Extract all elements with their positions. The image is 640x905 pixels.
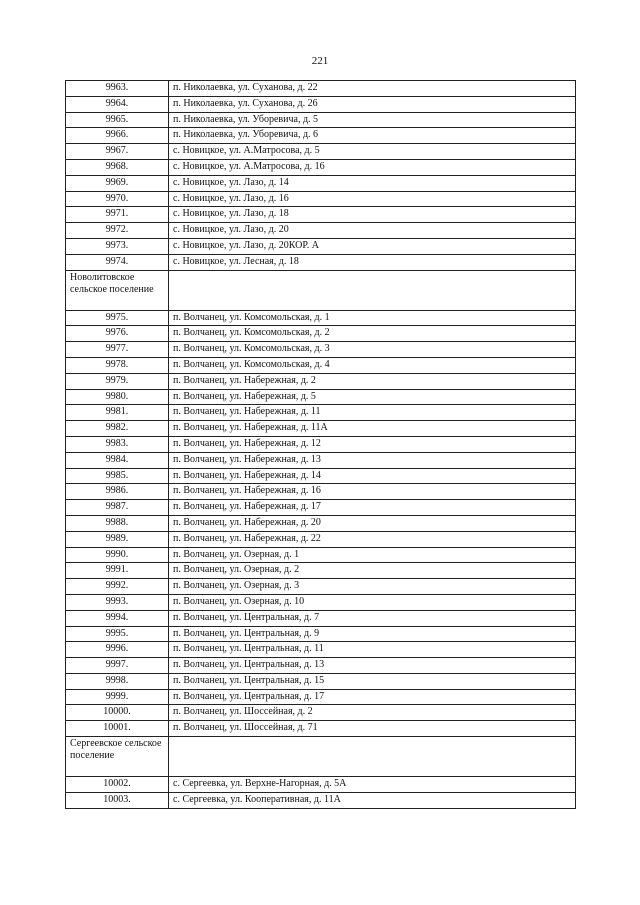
row-number: 9989. bbox=[66, 531, 169, 547]
row-address: п. Волчанец, ул. Набережная, д. 13 bbox=[169, 452, 576, 468]
table-row bbox=[66, 626, 576, 642]
table-row bbox=[66, 547, 576, 563]
row-address: п. Волчанец, ул. Комсомольская, д. 1 bbox=[169, 310, 576, 326]
row-number: 9971. bbox=[66, 207, 169, 223]
row-address: п. Волчанец, ул. Набережная, д. 11А bbox=[169, 421, 576, 437]
row-number: 9983. bbox=[66, 436, 169, 452]
row-address: п. Волчанец, ул. Озерная, д. 10 bbox=[169, 594, 576, 610]
table-row bbox=[66, 81, 576, 97]
row-number: 9981. bbox=[66, 405, 169, 421]
section-empty-cell bbox=[169, 737, 576, 777]
table-row bbox=[66, 254, 576, 270]
row-address: п. Николаевка, ул. Уборевича, д. 6 bbox=[169, 128, 576, 144]
row-address: с. Новицкое, ул. Лесная, д. 18 bbox=[169, 254, 576, 270]
table-row bbox=[66, 112, 576, 128]
row-address: п. Волчанец, ул. Центральная, д. 13 bbox=[169, 658, 576, 674]
table-row bbox=[66, 357, 576, 373]
table-row bbox=[66, 484, 576, 500]
row-number: 9990. bbox=[66, 547, 169, 563]
row-number: 10003. bbox=[66, 792, 169, 808]
row-address: с. Сергеевка, ул. Верхне-Нагорная, д. 5А bbox=[169, 777, 576, 793]
row-number: 9968. bbox=[66, 159, 169, 175]
row-address: п. Волчанец, ул. Набережная, д. 2 bbox=[169, 373, 576, 389]
table-row bbox=[66, 223, 576, 239]
table-row bbox=[66, 159, 576, 175]
section-name: Новолитовское сельское поселение bbox=[66, 270, 169, 310]
row-number: 10000. bbox=[66, 705, 169, 721]
row-number: 10002. bbox=[66, 777, 169, 793]
row-address: п. Волчанец, ул. Набережная, д. 22 bbox=[169, 531, 576, 547]
address-table bbox=[65, 80, 576, 809]
table-row bbox=[66, 658, 576, 674]
row-address: п. Николаевка, ул. Уборевича, д. 5 bbox=[169, 112, 576, 128]
row-number: 9982. bbox=[66, 421, 169, 437]
section-name: Сергеевское сельское поселение bbox=[66, 737, 169, 777]
row-address: п. Волчанец, ул. Набережная, д. 14 bbox=[169, 468, 576, 484]
row-number: 9996. bbox=[66, 642, 169, 658]
table-row bbox=[66, 673, 576, 689]
row-address: п. Волчанец, ул. Комсомольская, д. 2 bbox=[169, 326, 576, 342]
table-row bbox=[66, 191, 576, 207]
row-number: 10001. bbox=[66, 721, 169, 737]
row-number: 9972. bbox=[66, 223, 169, 239]
row-number: 9993. bbox=[66, 594, 169, 610]
row-address: п. Николаевка, ул. Суханова, д. 26 bbox=[169, 96, 576, 112]
row-address: п. Волчанец, ул. Шоссейная, д. 2 bbox=[169, 705, 576, 721]
table-row bbox=[66, 96, 576, 112]
table-row bbox=[66, 468, 576, 484]
page-number: 221 bbox=[311, 55, 329, 67]
row-address: п. Волчанец, ул. Озерная, д. 2 bbox=[169, 563, 576, 579]
row-address: с. Новицкое, ул. Лазо, д. 18 bbox=[169, 207, 576, 223]
table-row bbox=[66, 436, 576, 452]
table-row bbox=[66, 326, 576, 342]
row-address: п. Волчанец, ул. Набережная, д. 5 bbox=[169, 389, 576, 405]
row-address: п. Волчанец, ул. Набережная, д. 12 bbox=[169, 436, 576, 452]
table-row bbox=[66, 310, 576, 326]
row-number: 9975. bbox=[66, 310, 169, 326]
table-row bbox=[66, 128, 576, 144]
section-header-row bbox=[66, 737, 576, 777]
row-address: п. Волчанец, ул. Центральная, д. 15 bbox=[169, 673, 576, 689]
table-row bbox=[66, 594, 576, 610]
table-row bbox=[66, 792, 576, 808]
row-address: п. Волчанец, ул. Набережная, д. 17 bbox=[169, 500, 576, 516]
row-number: 9987. bbox=[66, 500, 169, 516]
address-table-body bbox=[66, 81, 576, 809]
table-row bbox=[66, 421, 576, 437]
row-address: п. Волчанец, ул. Набережная, д. 11 bbox=[169, 405, 576, 421]
row-number: 9985. bbox=[66, 468, 169, 484]
row-address: п. Волчанец, ул. Центральная, д. 11 bbox=[169, 642, 576, 658]
table-row bbox=[66, 705, 576, 721]
row-address: п. Волчанец, ул. Центральная, д. 7 bbox=[169, 610, 576, 626]
row-number: 9976. bbox=[66, 326, 169, 342]
row-number: 9973. bbox=[66, 238, 169, 254]
row-number: 9974. bbox=[66, 254, 169, 270]
row-number: 9966. bbox=[66, 128, 169, 144]
row-number: 9967. bbox=[66, 144, 169, 160]
table-row bbox=[66, 373, 576, 389]
row-number: 9963. bbox=[66, 81, 169, 97]
table-row bbox=[66, 689, 576, 705]
row-address: с. Новицкое, ул. Лазо, д. 16 bbox=[169, 191, 576, 207]
row-address: п. Волчанец, ул. Центральная, д. 17 bbox=[169, 689, 576, 705]
row-address: п. Волчанец, ул. Озерная, д. 1 bbox=[169, 547, 576, 563]
table-row bbox=[66, 405, 576, 421]
table-row bbox=[66, 515, 576, 531]
row-number: 9980. bbox=[66, 389, 169, 405]
row-address: п. Волчанец, ул. Шоссейная, д. 71 bbox=[169, 721, 576, 737]
row-number: 9998. bbox=[66, 673, 169, 689]
row-number: 9992. bbox=[66, 579, 169, 595]
row-number: 9988. bbox=[66, 515, 169, 531]
table-row bbox=[66, 389, 576, 405]
row-address: п. Волчанец, ул. Комсомольская, д. 3 bbox=[169, 342, 576, 358]
table-row bbox=[66, 563, 576, 579]
row-number: 9991. bbox=[66, 563, 169, 579]
table-row bbox=[66, 610, 576, 626]
row-address: с. Сергеевка, ул. Кооперативная, д. 11А bbox=[169, 792, 576, 808]
row-address: п. Николаевка, ул. Суханова, д. 22 bbox=[169, 81, 576, 97]
row-address: с. Новицкое, ул. Лазо, д. 14 bbox=[169, 175, 576, 191]
row-number: 9979. bbox=[66, 373, 169, 389]
row-address: п. Волчанец, ул. Центральная, д. 9 bbox=[169, 626, 576, 642]
section-header-row bbox=[66, 270, 576, 310]
row-address: с. Новицкое, ул. А.Матросова, д. 5 bbox=[169, 144, 576, 160]
row-address: с. Новицкое, ул. Лазо, д. 20КОР. А bbox=[169, 238, 576, 254]
row-address: п. Волчанец, ул. Озерная, д. 3 bbox=[169, 579, 576, 595]
row-address: п. Волчанец, ул. Комсомольская, д. 4 bbox=[169, 357, 576, 373]
section-empty-cell bbox=[169, 270, 576, 310]
row-address: с. Новицкое, ул. А.Матросова, д. 16 bbox=[169, 159, 576, 175]
row-number: 9969. bbox=[66, 175, 169, 191]
table-row bbox=[66, 144, 576, 160]
table-row bbox=[66, 777, 576, 793]
row-number: 9964. bbox=[66, 96, 169, 112]
row-number: 9970. bbox=[66, 191, 169, 207]
table-row bbox=[66, 175, 576, 191]
row-address: с. Новицкое, ул. Лазо, д. 20 bbox=[169, 223, 576, 239]
table-row bbox=[66, 500, 576, 516]
row-address: п. Волчанец, ул. Набережная, д. 16 bbox=[169, 484, 576, 500]
row-number: 9997. bbox=[66, 658, 169, 674]
row-number: 9984. bbox=[66, 452, 169, 468]
row-address: п. Волчанец, ул. Набережная, д. 20 bbox=[169, 515, 576, 531]
table-row bbox=[66, 207, 576, 223]
table-row bbox=[66, 721, 576, 737]
row-number: 9994. bbox=[66, 610, 169, 626]
table-row bbox=[66, 342, 576, 358]
row-number: 9986. bbox=[66, 484, 169, 500]
row-number: 9999. bbox=[66, 689, 169, 705]
table-row bbox=[66, 238, 576, 254]
table-row bbox=[66, 579, 576, 595]
row-number: 9978. bbox=[66, 357, 169, 373]
row-number: 9995. bbox=[66, 626, 169, 642]
row-number: 9965. bbox=[66, 112, 169, 128]
table-row bbox=[66, 642, 576, 658]
table-row bbox=[66, 452, 576, 468]
row-number: 9977. bbox=[66, 342, 169, 358]
table-row bbox=[66, 531, 576, 547]
